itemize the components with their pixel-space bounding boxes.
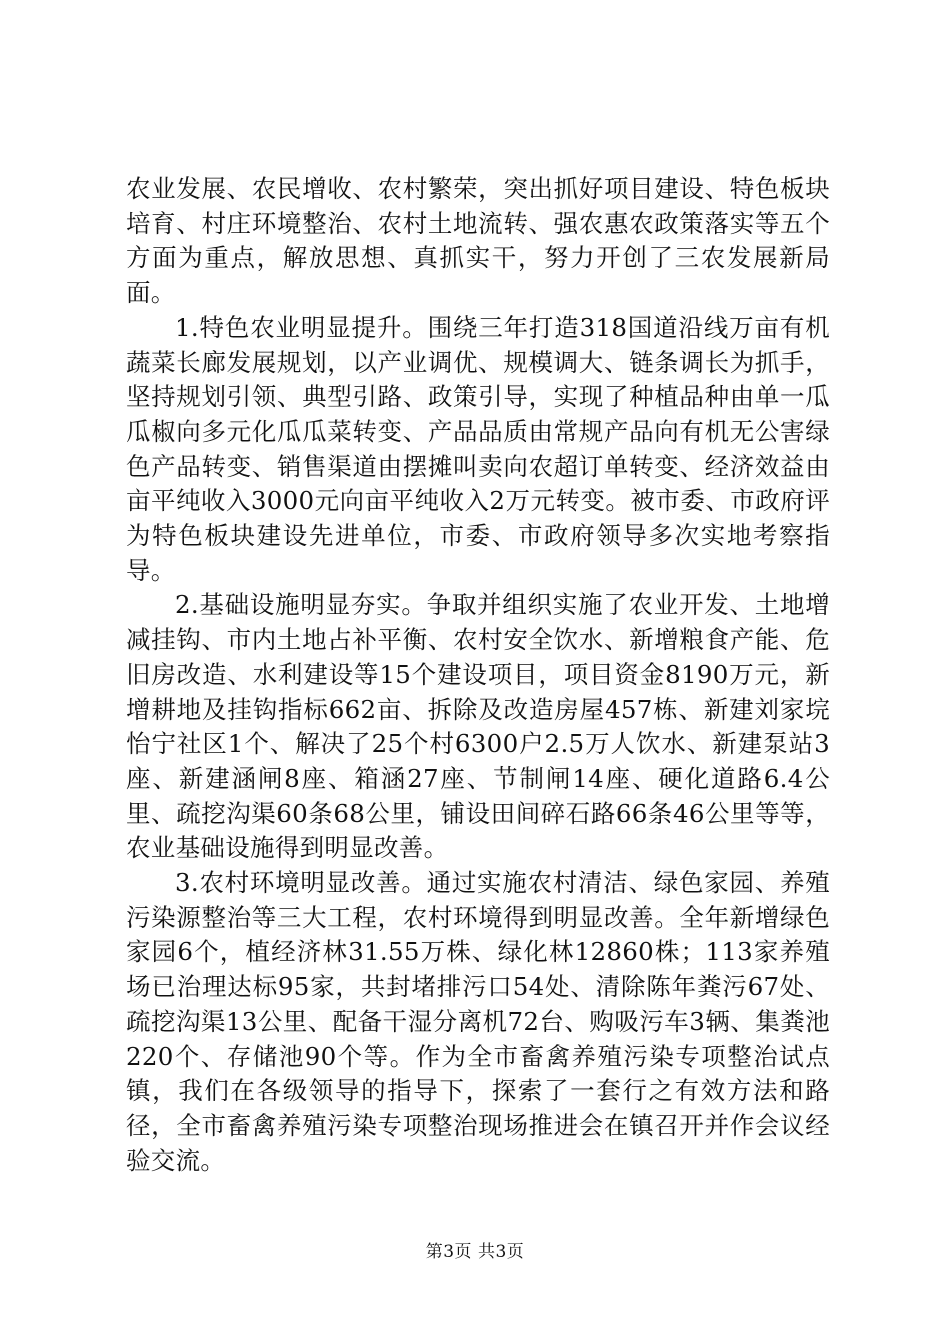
paragraph-rural-environment: 3.农村环境明显改善。通过实施农村清洁、绿色家园、养殖污染源整治等三大工程，农村环境得到明显改善。全年新增绿色家园6个，植经济林31.55万株、绿化林12860株；113家养殖场已治理达标95家，共封堵排污口54处、清除陈年粪污67处、疏挖沟渠13公里、配备干湿分离机72台、购吸污车3辆、集粪池220个、存储池90个等。作为全市畜禽养殖污染专项整治试点镇，我们在各级领导的指导下，探索了一套行之有效方法和路径，全市畜禽养殖污染专项整治现场推进会在镇召开并作会议经验交流。: [126, 868, 830, 1175]
paragraph-specialty-agriculture: 1.特色农业明显提升。围绕三年打造318国道沿线万亩有机蔬菜长廊发展规划，以产业调优、规模调大、链条调长为抓手，坚持规划引领、典型引路、政策引导，实现了种植品种由单一瓜瓜椒向多元化瓜瓜菜转变、产品品质由常规产品向有机无公害绿色产品转变、销售渠道由摆摊叫卖向农超订单转变、经济效益由亩平纯收入3000元向亩平纯收入2万元转变。被市委、市政府评为特色板块建设先进单位，市委、市政府领导多次实地考察指导。: [126, 312, 830, 585]
document-body: [126, 172, 830, 1178]
paragraph-infrastructure: 2.基础设施明显夯实。争取并组织实施了农业开发、土地增减挂钩、市内土地占补平衡、农村安全饮水、新增粮食产能、危旧房改造、水利建设等15个建设项目，项目资金8190万元，新增耕地及挂钩指标662亩、拆除及改造房屋457栋、新建刘家垸怡宁社区1个、解决了25个村6300户2.5万人饮水、新建泵站3座、新建涵闸8座、箱涵27座、节制闸14座、硬化道路6.4公里、疏挖沟渠60条68公里，铺设田间碎石路66条46公里等等，农业基础设施得到明显改善。: [126, 590, 830, 863]
page-number-footer: 第3页 共3页: [425, 1242, 525, 1262]
paragraph-continuation: 农业发展、农民增收、农村繁荣，突出抓好项目建设、特色板块培育、村庄环境整治、农村土地流转、强农惠农政策落实等五个方面为重点，解放思想、真抓实干，努力开创了三农发展新局面。: [126, 174, 830, 308]
